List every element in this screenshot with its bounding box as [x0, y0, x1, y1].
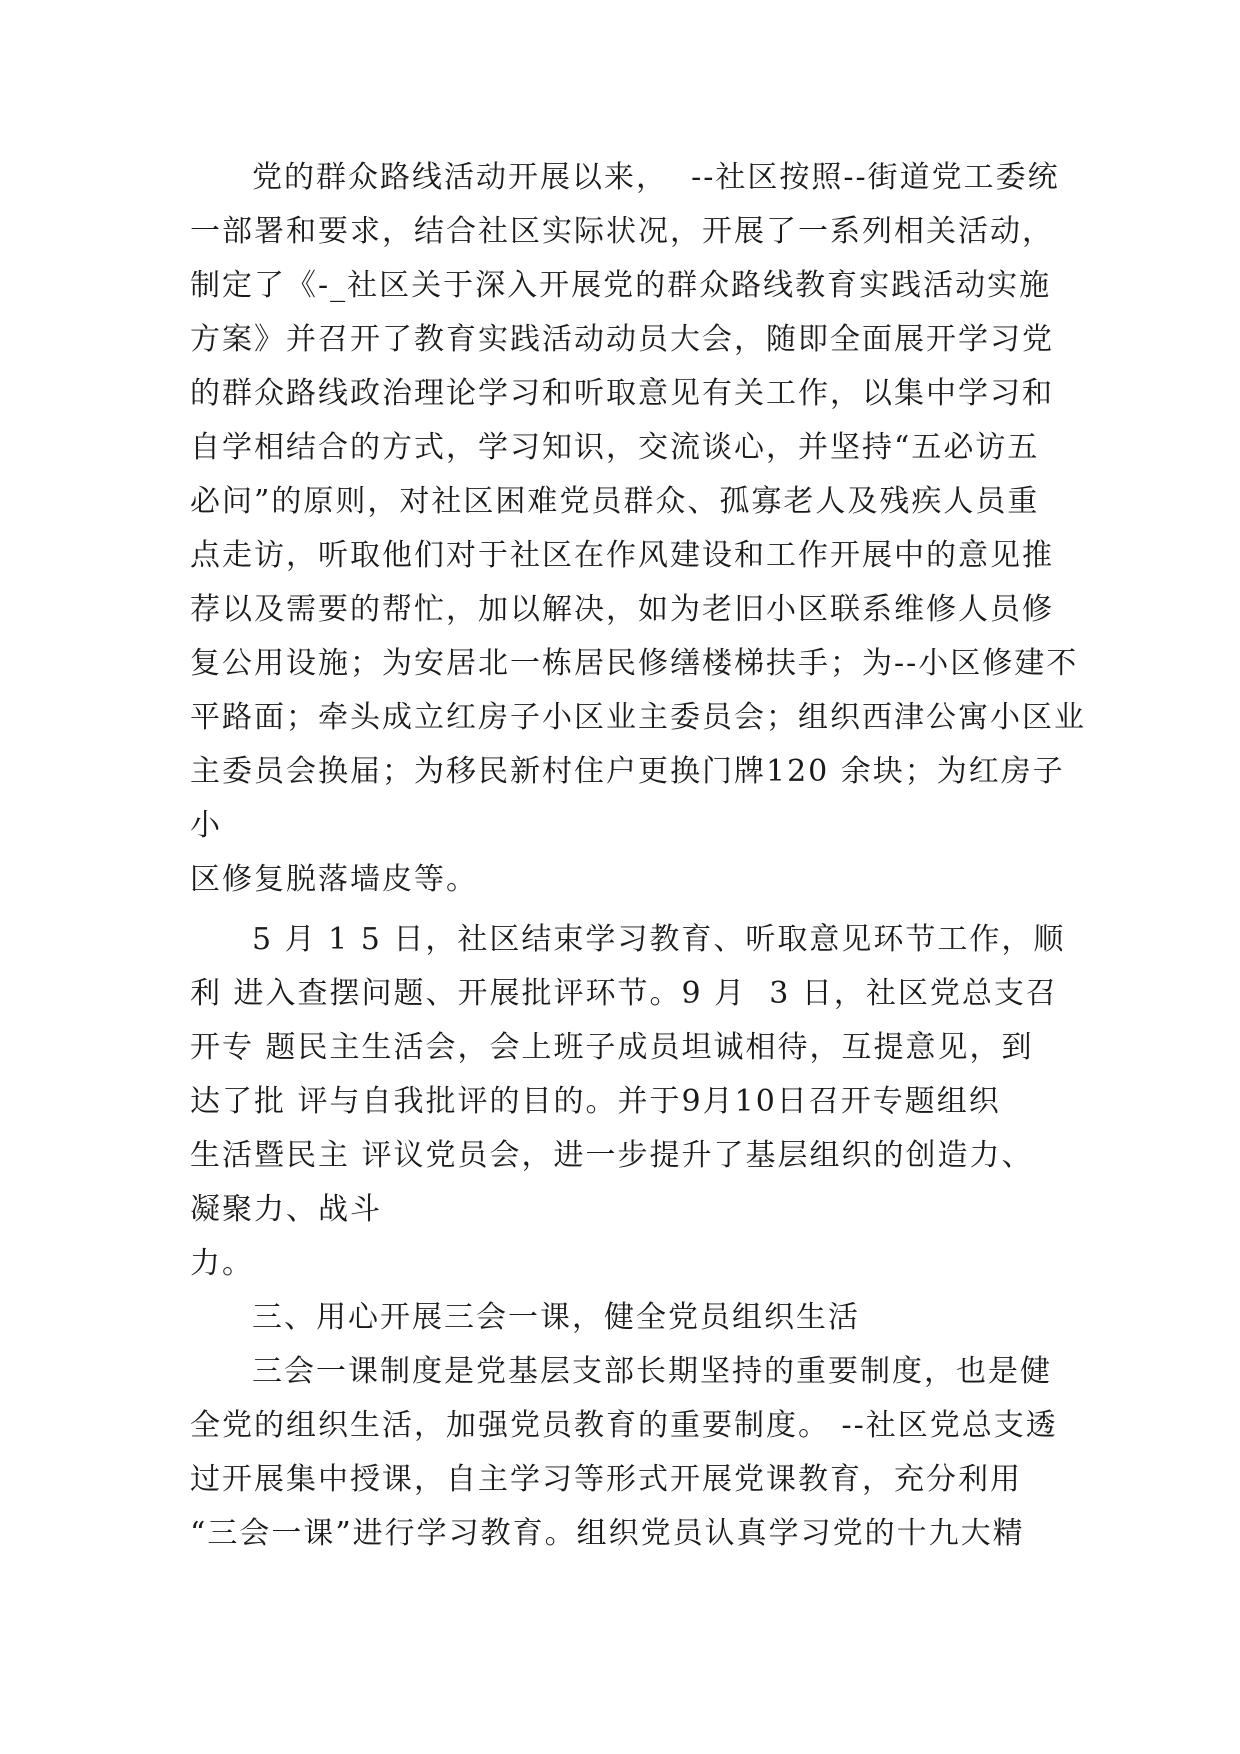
paragraph-2-line-3: 开专 题民主生活会，会上班子成员坦诚相待，互提意见，到	[190, 1030, 1034, 1065]
paragraph-2-line-2: 利 进入查摆问题、开展批评环节。9 月 3 日，社区党总支召	[190, 976, 1058, 1011]
paragraph-1-line-3: 制定了《-_社区关于深入开展党的群众路线教育实践活动实施	[190, 268, 1052, 303]
paragraph-3-line-1: 三会一课制度是党基层支部长期坚持的重要制度，也是健	[252, 1354, 1052, 1389]
paragraph-1-line-9: 荐以及需要的帮忙，加以解决，如为老旧小区联系维修人员修	[190, 592, 1054, 627]
paragraph-1-line-1: 党的群众路线活动开展以来， --社区按照--街道党工委统	[252, 160, 1060, 195]
paragraph-1-line-11: 平路面；牵头成立红房子小区业主委员会；组织西津公寓小区业	[190, 700, 1086, 735]
paragraph-2-line-6: 凝聚力、战斗	[190, 1192, 382, 1227]
paragraph-1-line-6: 自学相结合的方式，学习知识，交流谈心，并坚持“五必访五	[190, 430, 1040, 465]
section-heading: 三、用心开展三会一课，健全党员组织生活	[252, 1300, 860, 1335]
paragraph-2-line-7: 力。	[190, 1246, 254, 1281]
paragraph-1-line-7: 必问”的原则，对社区困难党员群众、孤寡老人及残疾人员重	[190, 484, 1040, 519]
paragraph-1-line-12: 主委员会换届；为移民新村住户更换门牌120 余块；为红房子	[190, 754, 1065, 789]
paragraph-2-line-1: 5 月 1 5 日，社区结束学习教育、听取意见环节工作，顺	[252, 922, 1066, 957]
paragraph-3-line-4: “三会一课”进行学习教育。组织党员认真学习党的十九大精	[190, 1516, 1025, 1551]
paragraph-1-line-4: 方案》并召开了教育实践活动动员大会，随即全面展开学习党	[190, 322, 1054, 357]
paragraph-3-line-3: 过开展集中授课，自主学习等形式开展党课教育，充分利用	[190, 1462, 1022, 1497]
paragraph-1-line-14: 区修复脱落墙皮等。	[190, 862, 478, 897]
paragraph-2-line-4: 达了批 评与自我批评的目的。并于9月10日召开专题组织	[190, 1084, 1001, 1119]
paragraph-3-line-2: 全党的组织生活，加强党员教育的重要制度。 --社区党总支透	[190, 1408, 1058, 1443]
paragraph-1-line-10: 复公用设施；为安居北一栋居民修缮楼梯扶手；为--小区修建不	[190, 646, 1079, 681]
paragraph-1-line-2: 一部署和要求，结合社区实际状况，开展了一系列相关活动，	[190, 214, 1054, 249]
paragraph-1-line-8: 点走访，听取他们对于社区在作风建设和工作开展中的意见推	[190, 538, 1054, 573]
paragraph-1-line-13: 小	[190, 808, 222, 843]
paragraph-1-line-5: 的群众路线政治理论学习和听取意见有关工作，以集中学习和	[190, 376, 1054, 411]
paragraph-2-line-5: 生活暨民主 评议党员会，进一步提升了基层组织的创造力、	[190, 1138, 1034, 1173]
